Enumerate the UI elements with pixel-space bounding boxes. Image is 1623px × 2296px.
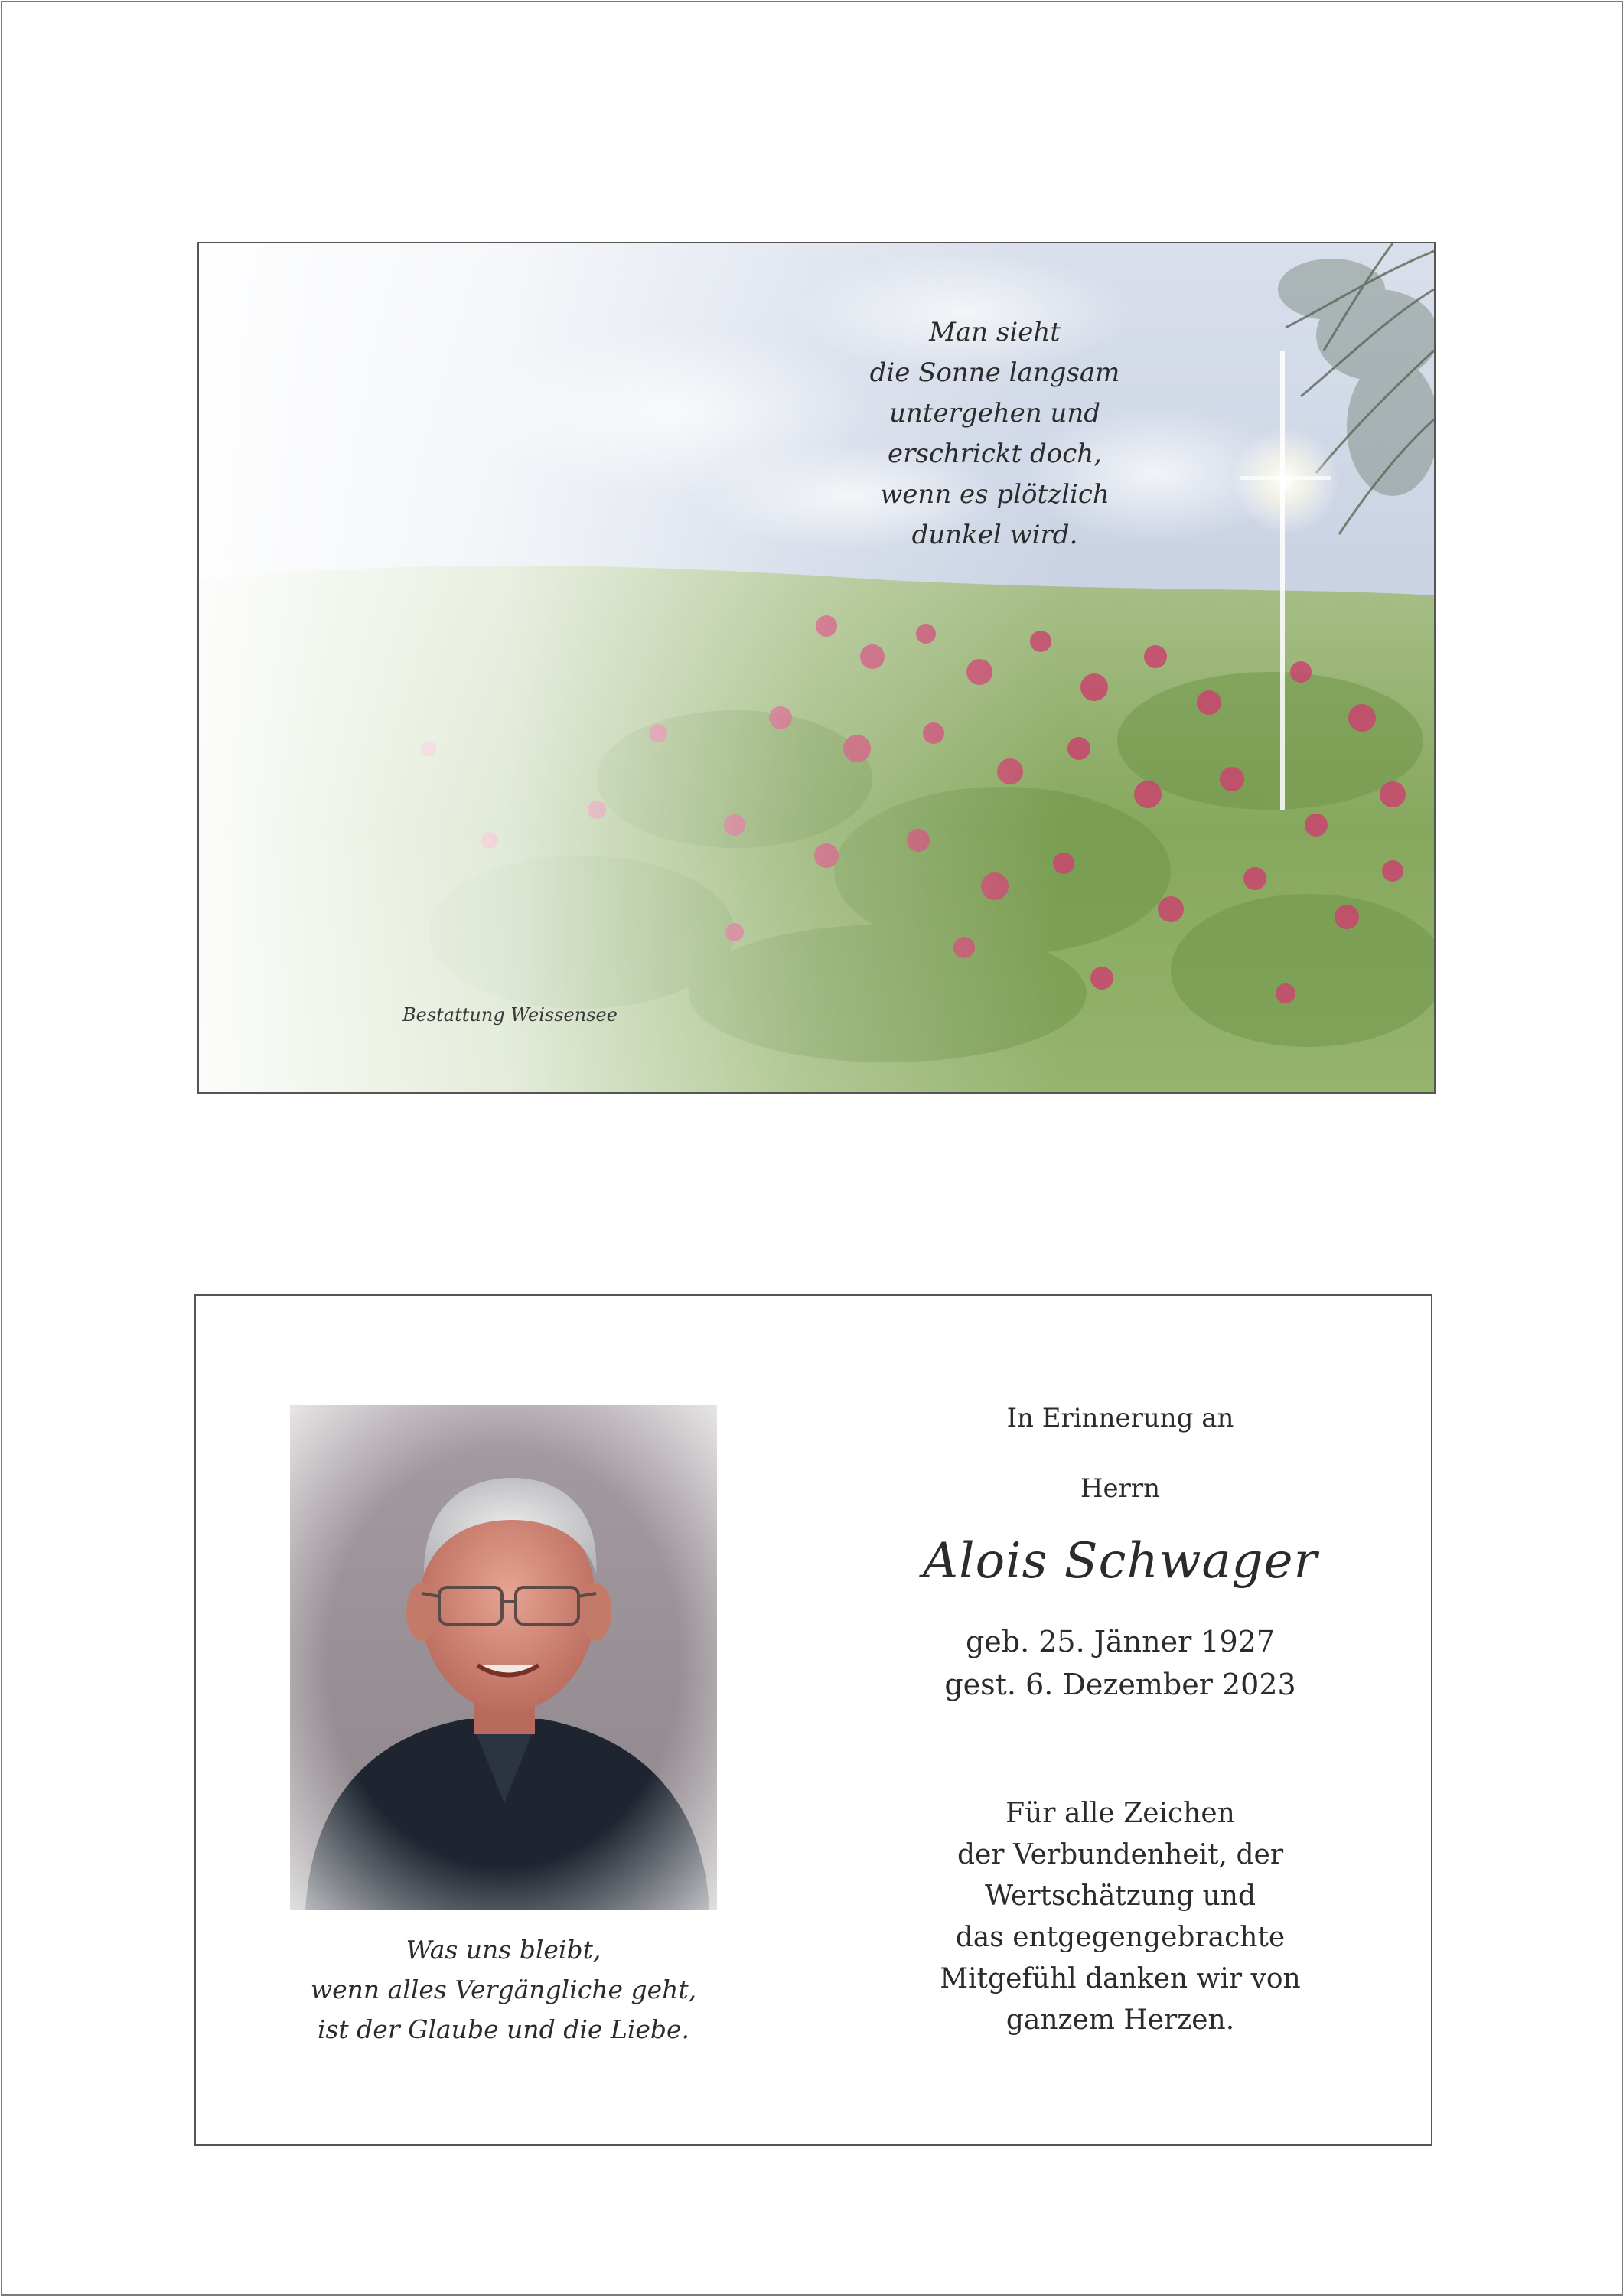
saying-line: wenn alles Vergängliche geht, — [310, 1975, 697, 2004]
poem-line: dunkel wird. — [911, 520, 1078, 550]
birth-date: geb. 25. Jänner 1927 — [965, 1625, 1276, 1658]
thanks-line: Mitgefühl danken wir von — [940, 1963, 1301, 1994]
thanks-line: der Verbundenheit, der — [957, 1839, 1284, 1870]
deceased-name: Alois Schwager — [922, 1533, 1318, 1590]
thanks-line: Wertschätzung und — [984, 1880, 1256, 1912]
thanks-text — [852, 1793, 1388, 2041]
thanks-line: das entgegengebrachte — [955, 1922, 1286, 1953]
undertaker-credit: Bestattung Weissensee — [402, 1004, 618, 1026]
saying-line: Was uns bleibt, — [406, 1935, 601, 1965]
poem-line: die Sonne langsam — [869, 357, 1120, 388]
front-poem — [765, 312, 1224, 556]
thanks-line: Für alle Zeichen — [1005, 1798, 1235, 1829]
memorial-title: Herrn — [1080, 1473, 1161, 1504]
poem-line: Man sieht — [929, 317, 1061, 347]
card-front — [197, 242, 1436, 1094]
poem-line: erschrickt doch, — [888, 439, 1102, 469]
card-back — [194, 1294, 1432, 2146]
memorial-intro: In Erinnerung an — [1006, 1403, 1234, 1433]
poem-line: wenn es plötzlich — [880, 479, 1110, 510]
portrait-photo — [290, 1405, 717, 1910]
saying-line: ist der Glaube und die Liebe. — [317, 2014, 690, 2044]
death-date: gest. 6. Dezember 2023 — [944, 1668, 1296, 1701]
thanks-line: ganzem Herzen. — [1005, 2004, 1235, 2036]
saying-text — [236, 1930, 771, 2050]
poem-line: untergehen und — [888, 398, 1100, 429]
